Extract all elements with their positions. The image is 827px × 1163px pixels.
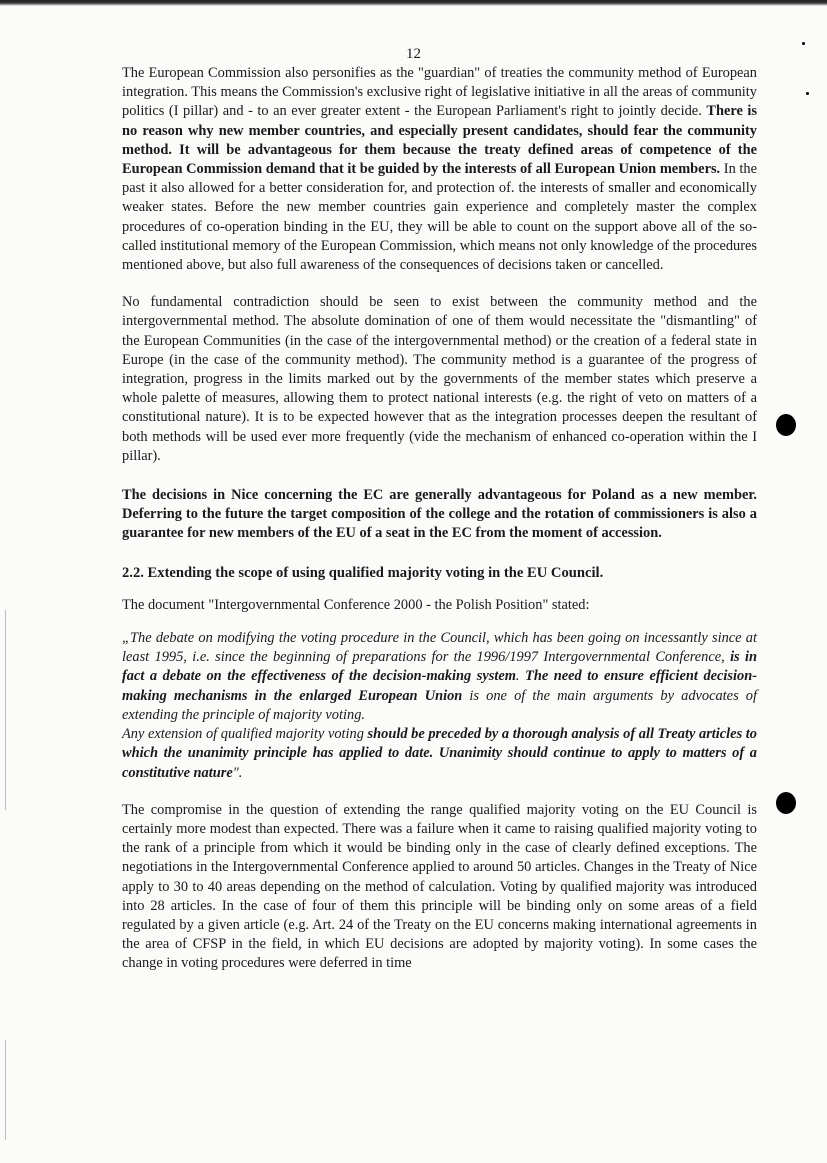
- binder-hole-mark: [776, 792, 796, 814]
- scan-speck: [806, 92, 809, 95]
- scan-edge-left: [5, 1040, 6, 1140]
- quote-bold: is in fact a debate on the effectiveness of the decision-making system: [122, 649, 757, 685]
- page-number: 12: [406, 46, 421, 62]
- quote-text: ".: [232, 764, 243, 781]
- document-citation-line: The document "Intergovernmental Conference 2000 - the Polish Position" stated:: [122, 596, 590, 613]
- quote-text: Any extension of qualified majority voting: [122, 726, 368, 743]
- paragraph-text: The European Commission also personifies as the "guardian" of treaties the community method of European integration. This means the Commission's exclusive right of legislative initiative in all the areas of community politics (I pillar) and - to an ever greater extent - the European Parliament's right to jointly decide.: [122, 65, 757, 120]
- paragraph-compromise: The compromise in the question of extending the range qualified majority voting on the EU Council is certainly more modest than expected. There was a failure when it came to raising qualified majority voting to the rank of a principle from which it would be binding only in the case of clearly defined exceptions. The negotiations in the Intergovernmental Conference applied to around 50 articles. Changes in the Treaty of Nice apply to 30 to 40 areas depending on the method of calculation. Voting by qualified majority was introduced into 28 articles. In the case of four of them this principle will be binding only on some areas of a field regulated by a given article (e.g. Art. 24 of the Treaty on the EU concerns making international agreements in the area of CFSP in the field, in which EU decisions are adopted by majority voting). In some cases the change in voting procedures were deferred in time: [122, 801, 757, 972]
- paragraph-nice-decisions: The decisions in Nice concerning the EC are generally advantageous for Poland as a new member. Deferring to the future the target composition of the college and the rotation of commissioners is also a guarantee for new members of the EU of a seat in the EC from the moment of accession.: [122, 487, 757, 542]
- quote-bold: The need to ensure efficient decision-making mechanisms in the enlarged European Union: [122, 668, 758, 704]
- paragraph-community-vs-intergovernmental: No fundamental contradiction should be seen to exist between the community method and the intergovernmental method. The absolute domination of one of them would necessitate the "dismantling" of the European Communities (in the case of the intergovernmental method) or the creation of a federal state in Europe (in the case of the community method). The community method is a guarantee of the progress of integration, progress in the limits marked out by the governments of the member states which preserve a whole palette of measures, allowing them to protect national interests (e.g. the right of veto on matters of a constitutional nature). It is to be expected however that as the integration processes deepen the resultant of both methods will be used ever more frequently (vide the mechanism of enhanced co-operation within the I pillar).: [122, 294, 757, 464]
- quotation-qualified-majority: [122, 725, 757, 783]
- quote-bold: should be preceded by a thorough analysis of all Treaty articles to which the unanimity principle has applied to date. Unanimity should continue to apply to matters of a constitutive nature: [122, 726, 757, 781]
- paragraph-text: In the past it also allowed for a better consideration for, and protection of. the interests of smaller and economically weaker states. Before the new member countries gain experience and completely master the complex procedures of co-operation binding in the EU, they will be able to count on the support above all of the so-called institutional memory of the European Commission, which means not only knowledge of the procedures mentioned above, but also full awareness of the consequences of decisions taken or cancelled.: [122, 161, 758, 274]
- section-heading: 2.2. Extending the scope of using qualified majority voting in the EU Council.: [122, 564, 604, 581]
- scan-speck: [802, 42, 805, 45]
- quote-text: is one of the main arguments by advocates of extending the principle of majority voting.: [122, 687, 757, 723]
- document-body: [122, 64, 757, 974]
- binder-hole-mark: [776, 414, 796, 436]
- scan-edge-left: [5, 610, 6, 810]
- quote-text: .: [515, 668, 526, 685]
- quote-text: „The debate on modifying the voting procedure in the Council, which has been going on incessantly since at least 1995, i.e. since the beginning of preparations for the 1996/1997 Intergovernmental Conference,: [122, 630, 757, 666]
- scan-edge-top: [0, 0, 827, 6]
- paragraph-commission-guardian: [122, 64, 757, 275]
- quotation-voting-procedure: [122, 629, 757, 725]
- bold-emphasis: There is no reason why new member countries, and especially present candidates, should fear the community method. It will be advantageous for them because the treaty defined areas of competence of the European Commission demand that it be guided by the interests of all European Union members.: [122, 103, 757, 178]
